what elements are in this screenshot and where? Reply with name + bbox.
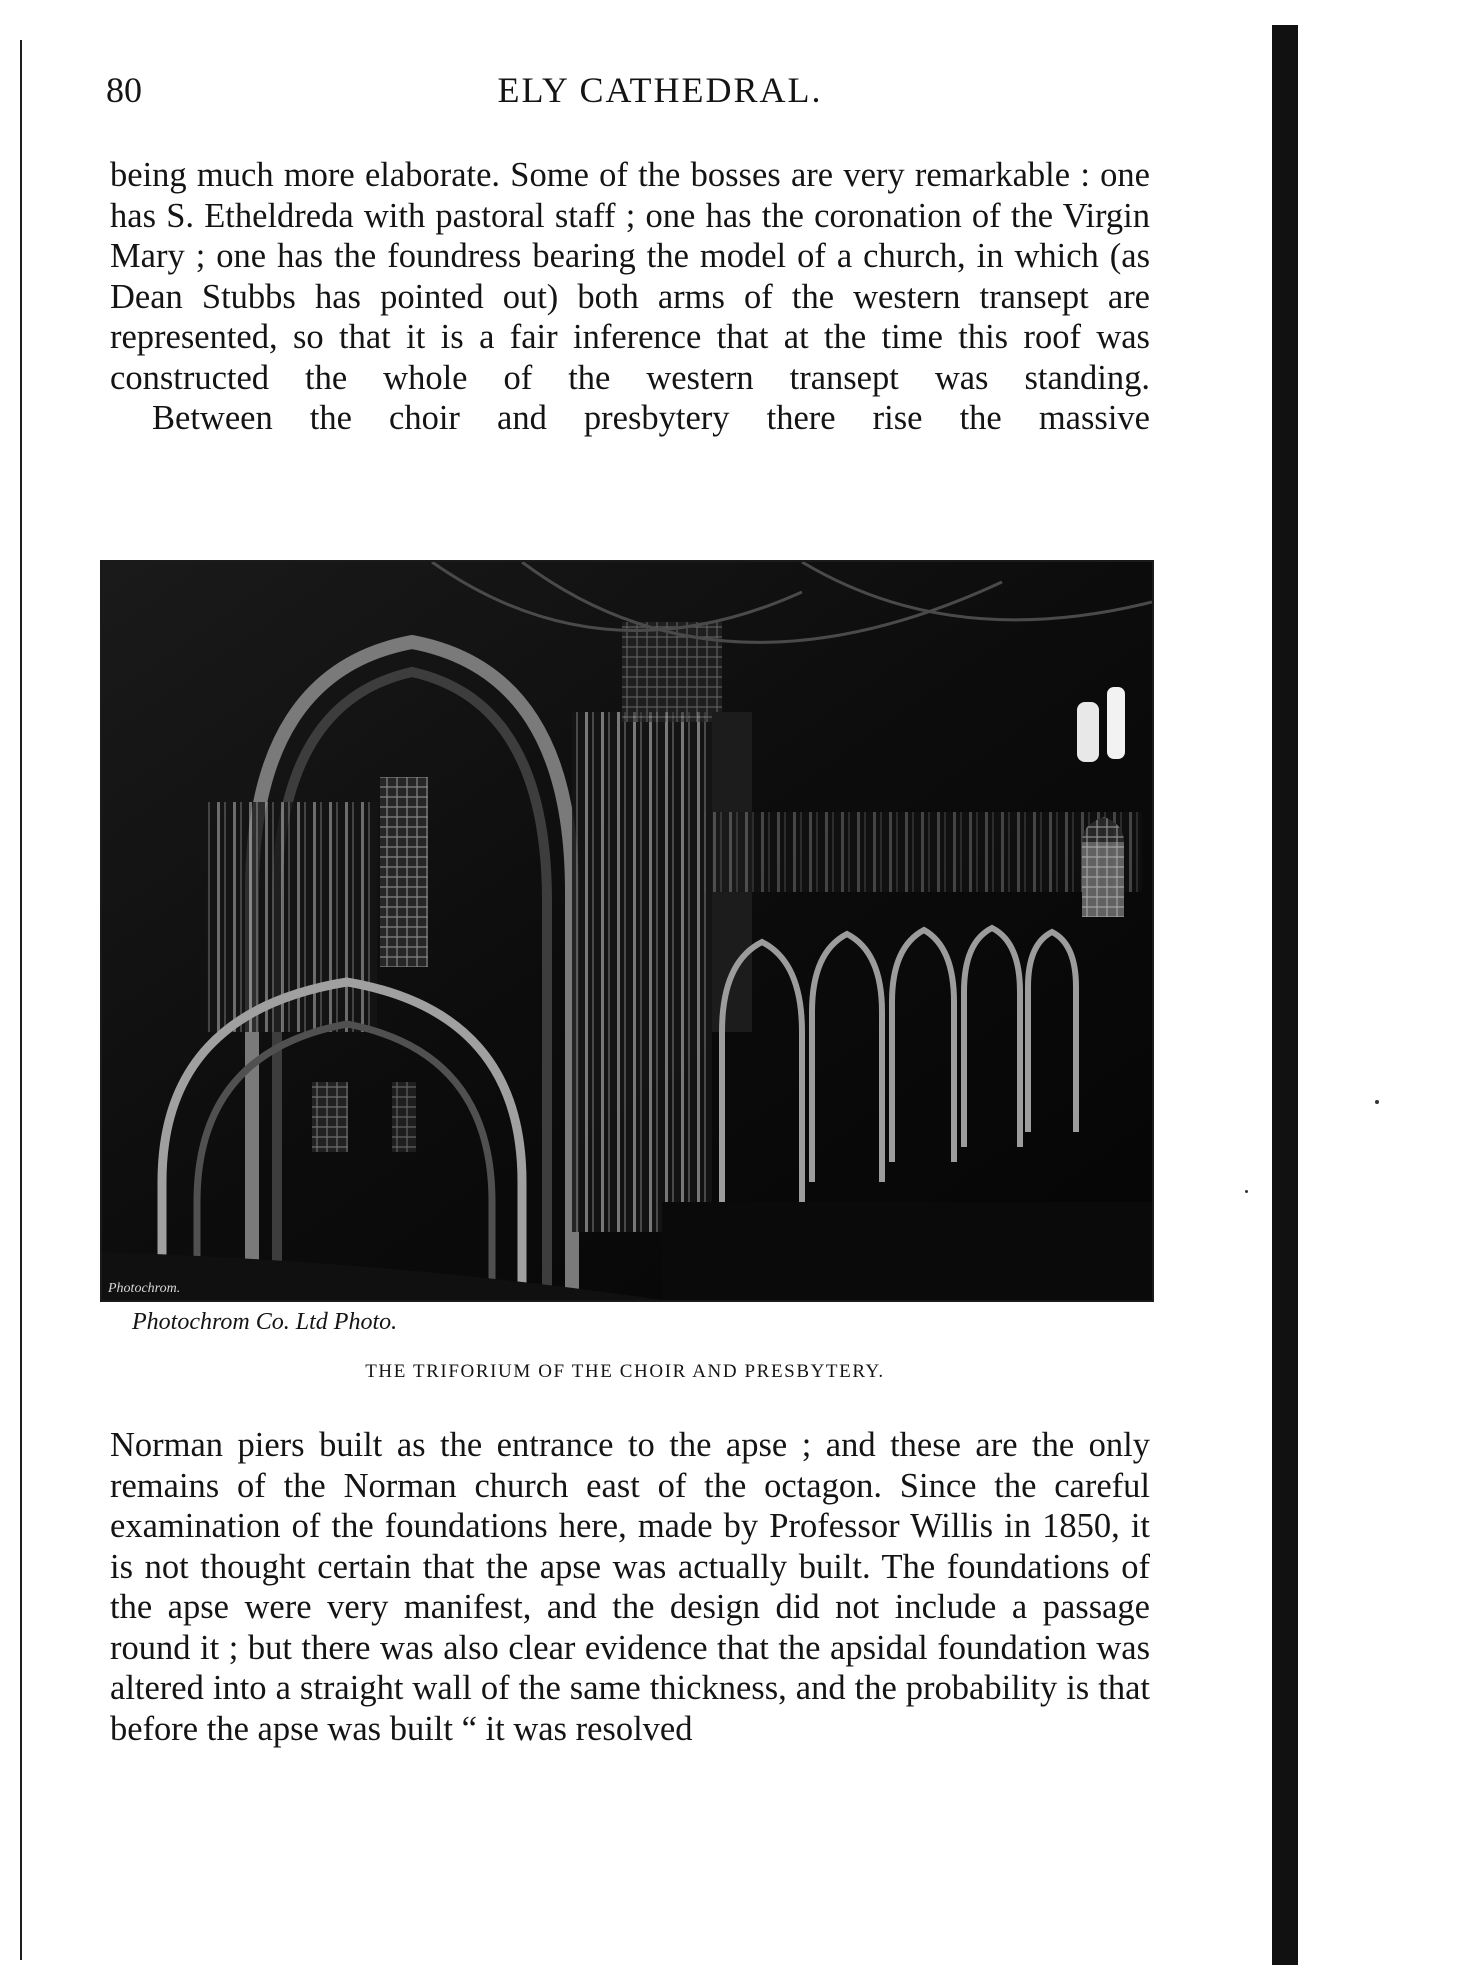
bottom-text-block (110, 1425, 1150, 1749)
photo-plate (100, 560, 1154, 1302)
plate-caption: THE TRIFORIUM OF THE CHOIR AND PRESBYTERY. (365, 1361, 885, 1382)
paragraph-norman-piers: Norman piers built as the entrance to the apse ; and these are the only remains of the Norman church east of the octagon. Since the careful examination of the foundations here, made by Professor Willis in 1850, it is not thought certain that the apse was actually built. The foundations of the apse were very manifest, and the design did not include a passage round it ; but there was also clear evidence that the apsidal foundation was altered into a straight wall of the same thickness, and the probability is that before the apse was built “ it was resolved (110, 1426, 1150, 1748)
top-text-block (110, 155, 1150, 439)
page-number: 80 (106, 70, 142, 110)
paper-speck (1245, 1190, 1248, 1193)
photo-corner-mark: Photochrom. (108, 1281, 181, 1296)
paragraph-bosses: being much more elaborate. Some of the bosses are very remarkable : one has S. Etheldreda with pastoral staff ; one has the coronation of the Virgin Mary ; one has the foundress bearing the model of a church, in which (as Dean Stubbs has pointed out) both arms of the western transept are represented, so that it is a fair inference that at the time this roof was constructed the whole of the western transept was standing. (110, 156, 1150, 397)
running-title: ELY CATHEDRAL. (497, 70, 823, 110)
photo-credit: Photochrom Co. Ltd Photo. (132, 1309, 398, 1335)
binding-edge (1272, 25, 1298, 1965)
paper-speck (1375, 1100, 1379, 1104)
paragraph-choir-presbytery: Between the choir and presbytery there rise the massive (152, 399, 1150, 437)
triforium-photograph (102, 562, 1152, 1300)
page-edge-rule (20, 40, 22, 1960)
